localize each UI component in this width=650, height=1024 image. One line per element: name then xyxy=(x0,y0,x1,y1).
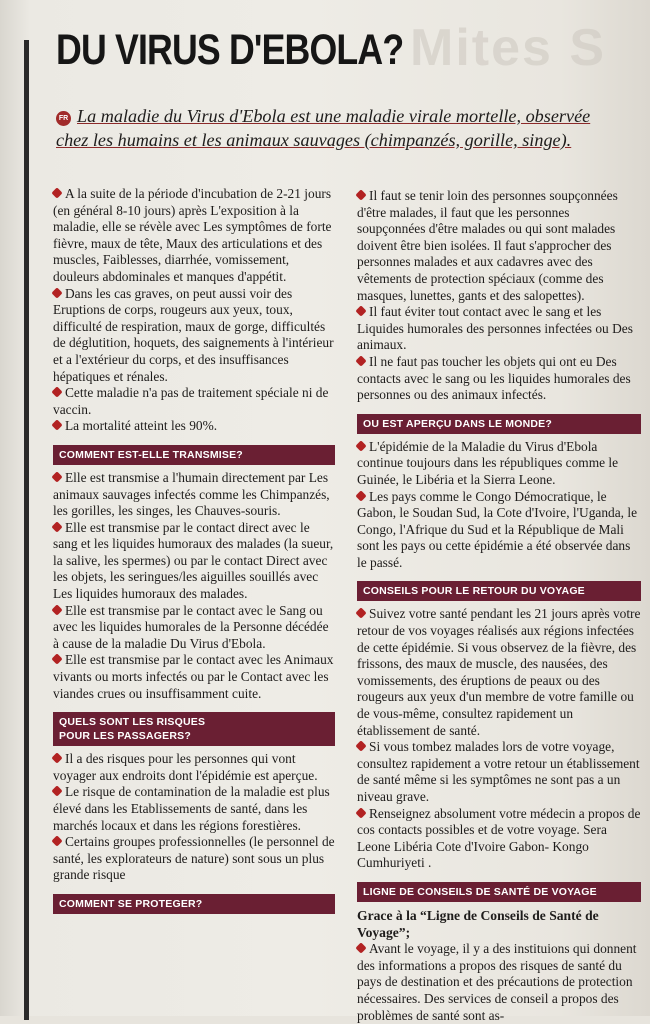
paragraph: L'épidémie de la Maladie du Virus d'Ebola continue toujours dans les républiques comme le Guinée, le Libéria et la Sierra Leone. xyxy=(357,438,619,487)
bullet-icon xyxy=(355,741,366,752)
left-column xyxy=(53,186,335,919)
bullet-icon xyxy=(355,608,366,619)
paragraph: Il faut éviter tout contact avec le sang et les Liquides humorales des personnes infectées ou Des animaux. xyxy=(357,304,633,353)
article-title: DU VIRUS D'EBOLA? xyxy=(56,26,404,74)
bullet-icon xyxy=(51,287,62,298)
lead-paragraph xyxy=(56,104,631,152)
paragraph: Elle est transmise par le contact avec le Sang ou avec les liquides humorales de la Personne décédée à cause de la maladie Du Virus d'Ebola. xyxy=(53,602,329,651)
paragraph: Dans les cas graves, on peut aussi voir des Eruptions de corps, rougeurs aux yeux, toux, difficulté de respiration, maux de gorge, difficultés de déglutition, hoquets, des saignements à l'intérieur et a l'extérieur du corps, et des insuffisances hépatiques et rénales. xyxy=(53,285,334,384)
paragraph: Les pays comme le Congo Démocratique, le Gabon, le Soudan Sud, la Cote d'Ivoire, l'Uganda, le Congo, l'Afrique du Sud et la République de Mali sont les pays ou cette épidémie a été observée dans le passé. xyxy=(357,488,638,570)
section-heading-hotline: LIGNE DE CONSEILS DE SANTÉ DE VOYAGE xyxy=(357,882,641,902)
paragraph: Il a des risques pour les personnes qui vont voyager aux endroits dont l'épidémie est aperçue. xyxy=(53,751,318,783)
bullet-icon xyxy=(51,386,62,397)
bullet-icon xyxy=(51,654,62,665)
right-column xyxy=(357,188,641,1024)
bullet-icon xyxy=(51,420,62,431)
section-heading-world: OU EST APERÇU DANS LE MONDE? xyxy=(357,414,641,434)
paragraph: La mortalité atteint les 90%. xyxy=(53,418,335,435)
bullet-icon xyxy=(355,942,366,953)
bullet-icon xyxy=(51,471,62,482)
bullet-icon xyxy=(51,187,62,198)
paragraph: A la suite de la période d'incubation de 2-21 jours (en général 8-10 jours) après L'exposition à la maladie, elle se révèle avec Les symptômes de forte fièvre, maux de tête, Maux des articulations et des muscles, Faiblesses, diarrhée, vomissement, douleurs abdominales et manques d'appétit. xyxy=(53,186,332,284)
section-heading-return-advice: CONSEILS POUR LE RETOUR DU VOYAGE xyxy=(357,581,641,601)
section-heading-risks: QUELS SONT LES RISQUES POUR LES PASSAGERS? xyxy=(53,712,335,746)
section-heading-protect: COMMENT SE PROTEGER? xyxy=(53,894,335,914)
bullet-icon xyxy=(355,807,366,818)
paragraph: Elle est transmise par le contact avec les Animaux vivants ou morts infectés ou par le Contact avec les viandes crues ou insuffisamment cuite. xyxy=(53,652,334,701)
paragraph: Cette maladie n'a pas de traitement spéciale ni de vaccin. xyxy=(53,385,329,417)
bullet-icon xyxy=(51,786,62,797)
paragraph: Elle est transmise a l'humain directement par Les animaux sauvages infectés comme les Chimpanzés, les gorilles, les singes, les Chauves-souris. xyxy=(53,469,330,519)
paragraph: Si vous tombez malades lors de votre voyage, consultez rapidement a votre retour un établissement de santé même si les symptômes ne sont pas a un niveau grave. xyxy=(357,739,640,804)
paragraph: Il faut se tenir loin des personnes soupçonnées d'être malades, il faut que les personnes soupçonnées d'être malades ou qui sont malades doivent être bien isolées. Il faut s'approcher des personnes malades et aux cadavres avec des vêtements de protection spéciaux (comme des masques, lunettes, gants et des salopettes). xyxy=(357,188,618,303)
lead-line-1: La maladie du Virus d'Ebola est une maladie virale mortelle, observée xyxy=(77,106,591,126)
paragraph: Le risque de contamination de la maladie est plus élevé dans les Etablissements de santé, dans les marchés locaux et dans les régions forestières. xyxy=(53,784,330,833)
bullet-icon xyxy=(51,521,62,532)
bullet-icon xyxy=(355,440,366,451)
paragraph: Certains groupes professionnelles (le personnel de santé, les explorateurs de nature) sont sous un plus grande risque xyxy=(53,834,335,883)
paragraph: Renseignez absolument votre médecin a propos de cos contacts possibles et de votre voyage. Sera Leone Libéria Cote d'Ivoire Gabon- Kongo Cumhuriyeti . xyxy=(357,805,641,871)
faded-background-text: Mites S xyxy=(410,19,607,77)
left-rule xyxy=(24,40,29,1020)
bullet-icon xyxy=(51,604,62,615)
paragraph: Suivez votre santé pendant les 21 jours après votre retour de vos voyages réalisés aux régions infectées de cette épidémie. Si vous observez de la fièvre, des frissons, des maux de muscle, des nausées, des vomissements, des éruptions de peaux ou des rougeurs aux yeux d'un membre de votre famille ou de vous-même, consultez rapidement un établissement de santé. xyxy=(357,606,641,738)
bullet-icon xyxy=(355,355,366,366)
bullet-icon xyxy=(355,305,366,316)
bullet-icon xyxy=(51,836,62,847)
paragraph: Avant le voyage, il y a des instituions qui donnent des informations a propos des risques de santé du pays de destination et des précautions de protection nécessaires. Des services de conseil a propos des problèmes de santé sont as- xyxy=(357,941,637,1023)
bullet-icon xyxy=(51,753,62,764)
bullet-icon xyxy=(355,189,366,200)
paragraph: Elle est transmise par le contact direct avec le sang et les liquides humoraux des malades (la sueur, la salive, les spermes) ou par le contact Direct avec les objets, les seringues/les aiguilles souillés avec Les liquides humoraux des malades. xyxy=(53,519,334,602)
section-heading-transmission: COMMENT EST-ELLE TRANSMISE? xyxy=(53,445,335,465)
hotline-subheading: Grace à la “Ligne de Conseils de Santé de Voyage”; xyxy=(357,907,599,940)
lead-line-2: chez les humains et les animaux sauvages (chimpanzés, gorille, singe). xyxy=(56,130,572,150)
fr-language-icon: FR xyxy=(56,111,71,126)
paragraph: Il ne faut pas toucher les objets qui ont eu Des contacts avec le sang ou les liquides humorales des personnes ou des animaux infectés. xyxy=(357,353,631,403)
bullet-icon xyxy=(355,490,366,501)
